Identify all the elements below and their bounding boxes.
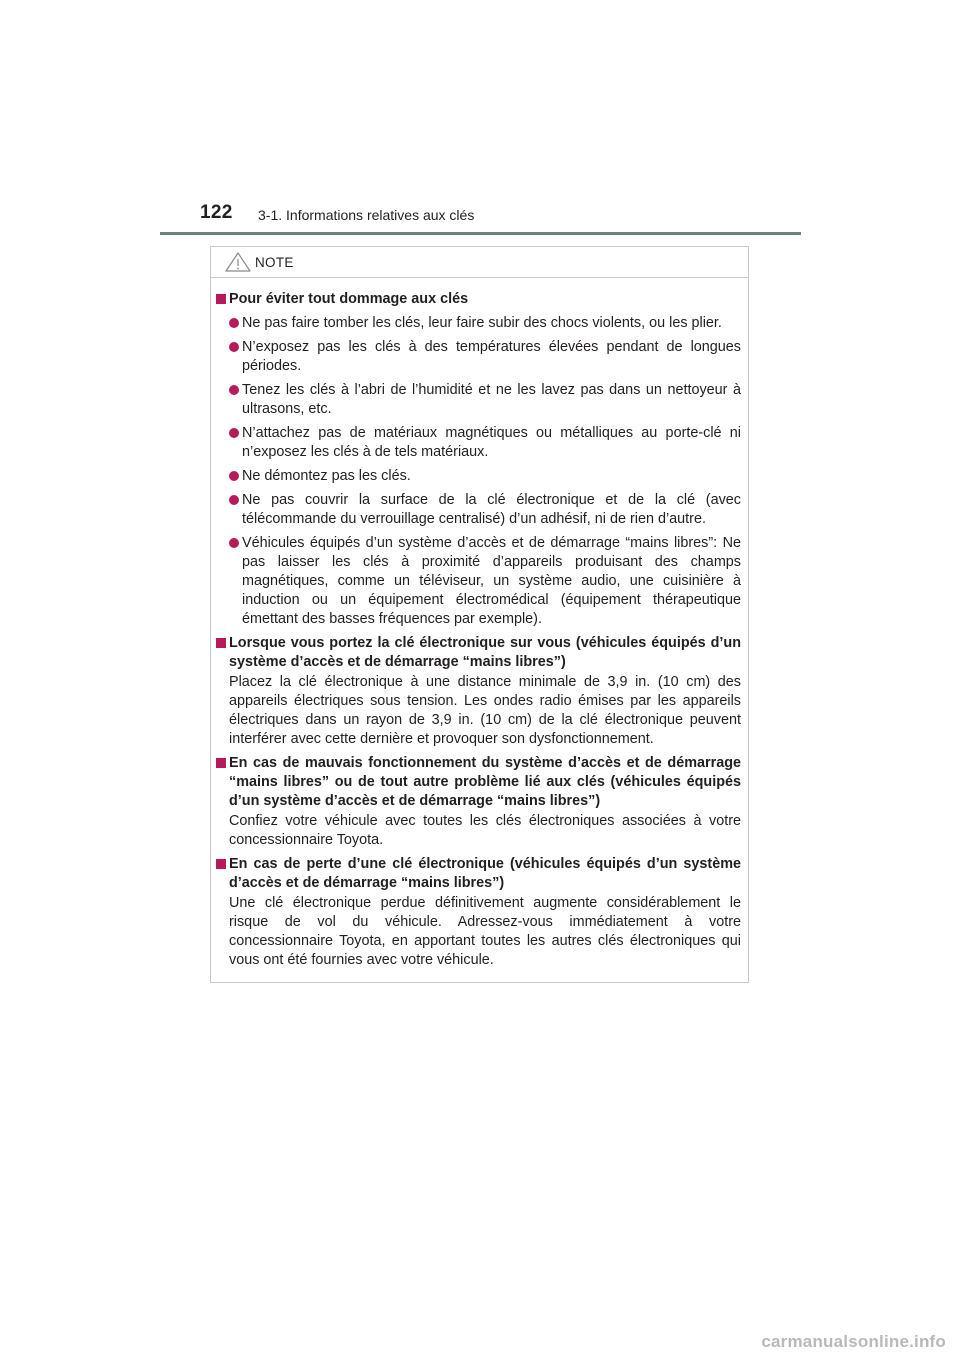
note-section [216, 754, 741, 850]
circle-bullet-icon [229, 385, 239, 395]
circle-bullet-icon [229, 318, 239, 328]
bullet-item [229, 424, 741, 462]
warning-triangle-icon [225, 252, 251, 277]
bullet-item [229, 534, 741, 629]
square-bullet-icon [216, 859, 226, 869]
section-heading: En cas de perte d’une clé électronique (véhicules équipés d’un système d’accès et de démarrage “mains libres”) [229, 856, 741, 891]
bullet-text: N’exposez pas les clés à des températures élevées pendant de longues périodes. [242, 339, 741, 374]
circle-bullet-icon [229, 538, 239, 548]
square-bullet-icon [216, 638, 226, 648]
section-text: Une clé électronique perdue définitivement augmente considérablement le risque de vol du véhicule. Adressez-vous immédiatement à votre concessionnaire Toyota, en apportant toutes les autres clés électroniques qui vous ont été fournies avec votre véhicule. [229, 895, 741, 968]
bullet-text: Ne pas couvrir la surface de la clé électronique et de la clé (avec télécommande du verrouillage centralisé) d’un adhésif, ni de rien d’autre. [242, 492, 741, 527]
header-rule [160, 232, 801, 235]
section-heading: Lorsque vous portez la clé électronique sur vous (véhicules équipés d’un système d’accès et de démarrage “mains libres”) [229, 635, 741, 670]
bullet-text: Ne démontez pas les clés. [242, 468, 411, 484]
circle-bullet-icon [229, 342, 239, 352]
circle-bullet-icon [229, 471, 239, 481]
bullet-text: Tenez les clés à l’abri de l’humidité et ne les lavez pas dans un nettoyeur à ultrasons, etc. [242, 382, 741, 417]
bullet-item [229, 314, 741, 333]
bullet-text: Véhicules équipés d’un système d’accès et de démarrage “mains libres”: Ne pas laisser les clés à proximité d’appareils produisant des champs magnétiques, comme un téléviseur, un système audio, une cuisinière à induction ou un équipement électromédical (équipement thérapeutique émettant des basses fréquences par exemple). [242, 535, 741, 627]
watermark: carmanualsonline.info [761, 1332, 946, 1351]
note-section [216, 855, 741, 970]
circle-bullet-icon [229, 495, 239, 505]
bullet-text: Ne pas faire tomber les clés, leur faire subir des chocs violents, ou les plier. [242, 315, 722, 331]
page-number: 122 [200, 202, 233, 223]
section-text: Confiez votre véhicule avec toutes les clés électroniques associées à votre concessionnaire Toyota. [229, 813, 741, 848]
bullet-item [229, 338, 741, 376]
note-label: NOTE [255, 255, 294, 270]
section-title: 3-1. Informations relatives aux clés [258, 207, 475, 223]
square-bullet-icon [216, 758, 226, 768]
bullet-item [229, 381, 741, 419]
section-text: Placez la clé électronique à une distance minimale de 3,9 in. (10 cm) des appareils électriques sous tension. Les ondes radio émises par les appareils électriques dans un rayon de 3,9 in. (10 cm) de la clé électronique peuvent interférer avec cette dernière et provoquer son dysfonctionnement. [229, 674, 741, 747]
section-heading: En cas de mauvais fonctionnement du système d’accès et de démarrage “mains libres” ou de tout autre problème lié aux clés (véhicules équipés d’un système d’accès et de démarrage “mains libres”) [229, 755, 741, 809]
square-bullet-icon [216, 294, 226, 304]
bullet-text: N’attachez pas de matériaux magnétiques ou métalliques au porte-clé ni n’exposez les clés à de tels matériaux. [242, 425, 741, 460]
note-body [211, 278, 748, 970]
note-box [210, 246, 749, 983]
section-heading: Pour éviter tout dommage aux clés [229, 291, 469, 307]
bullet-item [229, 467, 741, 486]
note-header [211, 247, 748, 278]
note-section [216, 290, 741, 629]
bullet-item [229, 491, 741, 529]
note-section [216, 634, 741, 749]
circle-bullet-icon [229, 428, 239, 438]
